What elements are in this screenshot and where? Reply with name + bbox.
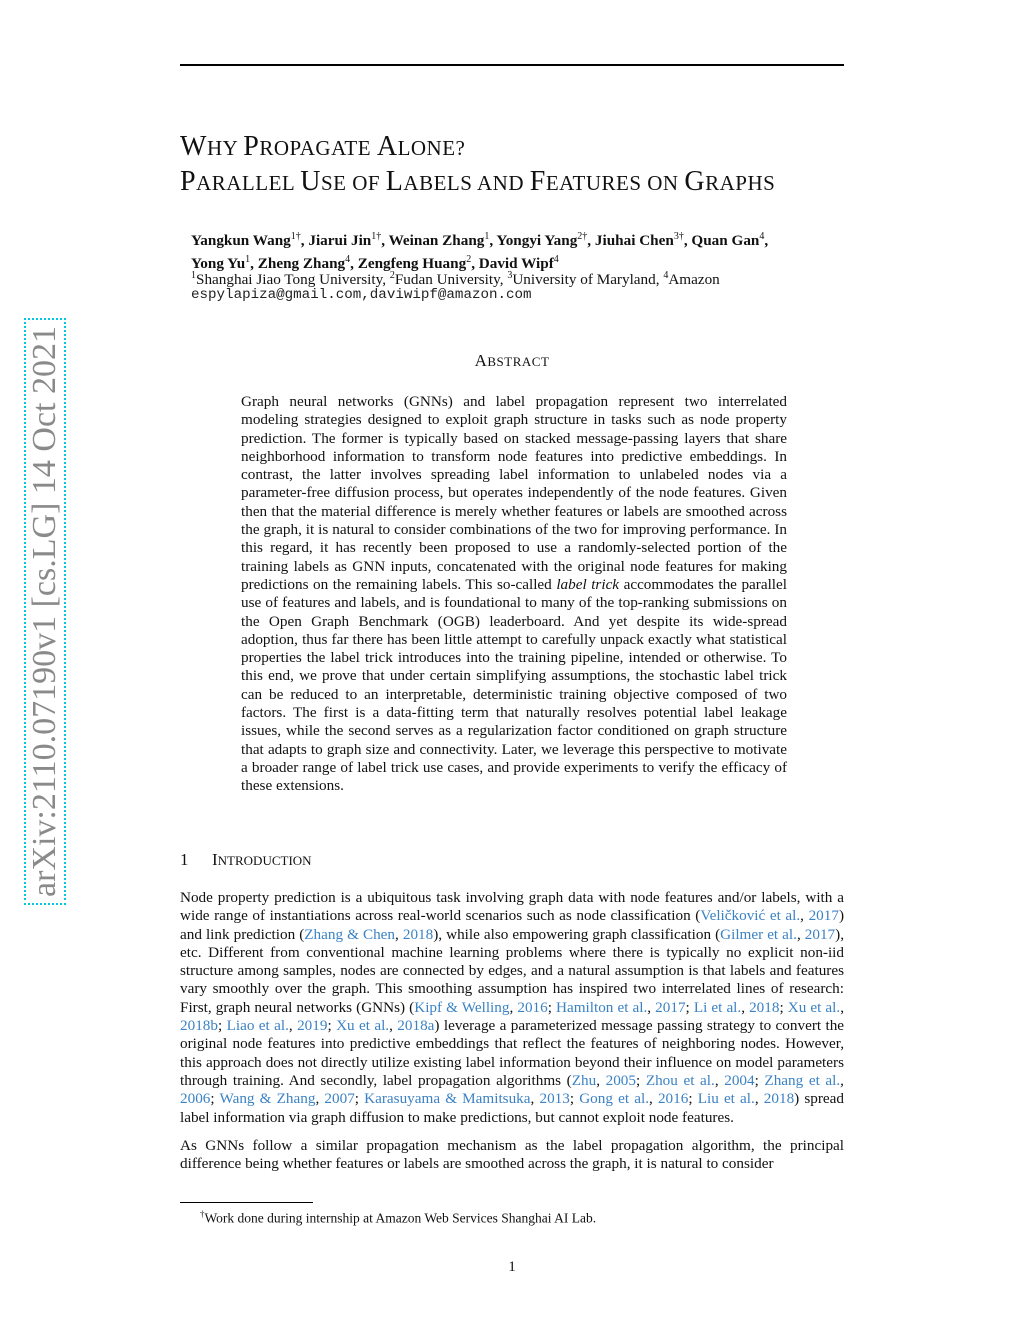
- citation-link[interactable]: Liu et al.: [697, 1090, 755, 1108]
- introduction-body: [180, 889, 844, 1183]
- author-affiliation-mark: 4: [553, 254, 559, 266]
- title-word-rest: SE OF: [320, 171, 386, 195]
- footnote-mark: †: [200, 1209, 205, 1219]
- citation-link[interactable]: 2018a: [397, 1017, 435, 1035]
- intro-text: ,: [754, 1090, 764, 1108]
- paper-title: [180, 130, 880, 200]
- author-name: Yong Yu: [191, 255, 246, 273]
- affiliation-name: Fudan University: [394, 271, 500, 289]
- title-word-initial: F: [529, 166, 546, 197]
- citation-link[interactable]: 2016: [657, 1090, 689, 1108]
- title-word-initial: G: [684, 166, 706, 197]
- intro-text: ), while also empowering graph classification (: [433, 925, 721, 943]
- title-word-initial: P: [180, 166, 197, 197]
- intro-text: ,: [741, 998, 750, 1016]
- section-heading-rest: NTRODUCTION: [217, 853, 312, 868]
- intro-text: ,: [596, 1071, 606, 1089]
- abstract-text-part-2: accommodates the parallel use of features and labels, and is foundational to many of the top-ranking submissions on the Open Graph Benchmark (OGB) leaderboard. And yet despite its wide-spread adoption, thus far there has been little attempt to carefully unpack exactly what statistical properties the label trick introduces into the training pipeline, intended or otherwise. To this end, we prove that under certain simplifying assumptions, the stochastic label trick can be reduced to an interpretable, deterministic training objective composed of two factors. The first is a data-fitting term that naturally resolves potential label leakage issues, while the second serves as a regularization factor conditioned on graph structure that adapts to graph size and connectivity. Later, we leverage this perspective to motivate a broader range of label trick use cases, and provide experiments to verify the efficacy of these extensions.: [241, 575, 787, 795]
- footnote: [200, 1209, 596, 1227]
- citation-link[interactable]: 2006: [180, 1090, 211, 1108]
- title-word-initial: L: [385, 166, 404, 197]
- affiliation-name: University of Maryland: [512, 271, 656, 289]
- title-word-initial: P: [243, 131, 260, 162]
- author-name: Quan Gan: [691, 232, 760, 250]
- page-number: 1: [508, 1258, 516, 1275]
- intro-paragraph-2: As GNNs follow a similar propagation mechanism as the label propagation algorithm, the principal difference being whether features or labels are smoothed across the graph, it is natural to consider: [180, 1136, 844, 1173]
- affiliation-mark: 4: [663, 270, 669, 281]
- intro-text: ;: [547, 998, 557, 1016]
- citation-link[interactable]: 2004: [724, 1071, 755, 1089]
- citation-link[interactable]: Li et al.: [693, 998, 742, 1016]
- affiliation-mark: 3: [507, 270, 513, 281]
- author-name: Yangkun Wang: [191, 232, 291, 250]
- citation-link[interactable]: Wang & Zhang: [219, 1090, 316, 1108]
- intro-text: ), etc. Different from conventional machine learning problems where there is typically no explicit non-iid structure among samples, nodes are connected by edges, and a natural assumption is that labels and features vary smoothly over the graph. This smoothing assumption has inspired two interrelated lines of research: First, graph neural networks (GNNs) (: [180, 925, 844, 1016]
- intro-text: ,: [389, 1017, 398, 1035]
- intro-text: ;: [779, 998, 788, 1016]
- author-name: Yongyi Yang: [496, 232, 578, 250]
- affiliation-mark: 1: [191, 270, 196, 281]
- title-word-rest: EATURES ON: [545, 171, 685, 195]
- title-word-rest: LONE?: [397, 136, 466, 160]
- author-separator: ,: [250, 255, 258, 273]
- affiliation-separator: ,: [382, 271, 390, 289]
- citation-link[interactable]: 2017: [808, 907, 839, 925]
- intro-text: ;: [569, 1090, 580, 1108]
- citation-link[interactable]: 2013: [539, 1090, 570, 1108]
- author-separator: ,: [471, 255, 479, 273]
- intro-text: ,: [647, 998, 656, 1016]
- intro-text: ) and link prediction (: [180, 907, 844, 943]
- top-rule: [180, 64, 844, 66]
- citation-link[interactable]: Zhou et al.: [645, 1071, 715, 1089]
- intro-text: ;: [354, 1090, 365, 1108]
- citation-link[interactable]: 2018: [763, 1090, 795, 1108]
- author-separator: ,: [764, 232, 769, 250]
- citation-link[interactable]: 2005: [605, 1071, 636, 1089]
- intro-paragraph-1: [180, 889, 844, 1127]
- author-row-1: [191, 227, 851, 250]
- author-affiliation-mark: 4: [345, 254, 351, 266]
- title-word-rest: RAPHS: [705, 171, 776, 195]
- abstract-heading-rest: BSTRACT: [487, 354, 550, 369]
- abstract-body: [241, 393, 787, 796]
- intro-text: ,: [800, 907, 809, 925]
- intro-text: ) leverage a parameterized message passing strategy to convert the original node features into predictive embeddings that reflect the features of neighboring nodes. However, this approach does not directly utilize existing label information beyond their influence on model parameters through training. And secondly, label propagation algorithms (: [180, 1017, 845, 1089]
- title-line-1: [180, 130, 880, 165]
- footnote-rule: [180, 1202, 313, 1203]
- author-name: Weinan Zhang: [388, 232, 485, 250]
- title-word-rest: ROPAGATE: [259, 136, 377, 160]
- intro-text: ,: [530, 1090, 540, 1108]
- citation-link[interactable]: 2018: [402, 925, 434, 943]
- intro-text: ) spread label information via graph diffusion to make predictions, but cannot exploit node features.: [180, 1090, 845, 1126]
- section-heading-introduction: [180, 850, 312, 870]
- intro-text: ;: [685, 998, 694, 1016]
- citation-link[interactable]: 2019: [297, 1017, 328, 1035]
- author-separator: ,: [587, 232, 595, 250]
- author-affiliation-mark: 1: [484, 231, 490, 242]
- author-affiliation-mark: 1: [245, 254, 251, 266]
- affiliation-mark: 2: [389, 270, 395, 281]
- intro-text: ,: [840, 1071, 844, 1089]
- author-affiliation-mark: 2: [466, 254, 472, 266]
- citation-link[interactable]: Karasuyama & Mamitsuka: [364, 1090, 531, 1108]
- author-name: David Wipf: [478, 255, 554, 273]
- citation-link[interactable]: Zhang & Chen: [304, 925, 396, 943]
- affiliation-name: Amazon: [668, 271, 720, 289]
- affiliation-name: Shanghai Jiao Tong University: [196, 271, 383, 289]
- intro-text: ,: [395, 925, 403, 943]
- citation-link[interactable]: 2017: [804, 925, 836, 943]
- intro-text: ;: [635, 1071, 646, 1089]
- affiliation-separator: ,: [655, 271, 664, 289]
- intro-text: ,: [840, 998, 844, 1016]
- citation-link[interactable]: 2007: [324, 1090, 355, 1108]
- title-word-rest: ARALLEL: [196, 171, 301, 195]
- citation-link[interactable]: Hamilton et al.: [556, 998, 648, 1016]
- intro-text: ,: [509, 998, 518, 1016]
- intro-text: ,: [714, 1071, 725, 1089]
- intro-text: ,: [649, 1090, 658, 1108]
- citation-link[interactable]: Liao et al.: [226, 1017, 289, 1035]
- title-word-initial: A: [376, 131, 398, 162]
- title-line-2: [180, 165, 880, 200]
- citation-link[interactable]: Xu et al.: [787, 998, 841, 1016]
- section-number: 1: [180, 850, 189, 869]
- author-affiliation-mark: 3†: [673, 231, 684, 242]
- author-separator: ,: [300, 232, 309, 250]
- title-word-initial: W: [180, 131, 207, 162]
- intro-text: Node property prediction is a ubiquitous task involving graph data with node features and/or labels, with a wide range of instantiations across real-world scenarios such as node classification (: [180, 889, 844, 925]
- citation-link[interactable]: 2017: [655, 998, 686, 1016]
- intro-text: ;: [217, 1017, 227, 1035]
- author-affiliation-mark: 2†: [577, 231, 588, 242]
- author-separator: ,: [489, 232, 497, 250]
- footnote-text: Work done during internship at Amazon Web Services Shanghai AI Lab.: [204, 1210, 597, 1226]
- intro-text: ,: [315, 1090, 325, 1108]
- citation-link[interactable]: 2016: [517, 998, 548, 1016]
- author-affiliation-mark: 1†: [290, 231, 301, 242]
- citation-link[interactable]: Xu et al.: [336, 1017, 390, 1035]
- abstract-heading-cap: A: [474, 351, 488, 370]
- intro-text: ;: [327, 1017, 337, 1035]
- abstract-text-part-1: Graph neural networks (GNNs) and label propagation represent two interrelated modeling strategies designed to exploit graph structure in tasks such as node property prediction. The former is typically based on stacked message-passing layers that share neighborhood information to transform node features into predictive embeddings. In contrast, the latter involves spreading label information to unlabeled nodes via a parameter-free diffusion process, but operates independently of the node features. Given then that the material difference is merely whether features or labels are smoothed across the graph, it is natural to consider combinations of the two for improving performance. In this regard, it has recently been proposed to use a randomly-selected portion of the training labels as GNN inputs, concatenated with the original node features for making predictions on the remaining labels. This so-called: [241, 393, 787, 593]
- affiliation-separator: ,: [499, 271, 508, 289]
- author-emails: espylapiza@gmail.com,daviwipf@amazon.com: [191, 287, 532, 303]
- citation-link[interactable]: 2018: [749, 998, 780, 1016]
- intro-text: ;: [210, 1090, 220, 1108]
- author-affiliation-mark: 1†: [371, 231, 382, 242]
- title-word-initial: U: [300, 166, 321, 197]
- author-name: Zheng Zhang: [257, 255, 346, 273]
- author-name: Zengfeng Huang: [357, 255, 467, 273]
- intro-text: ,: [288, 1017, 298, 1035]
- author-separator: ,: [381, 232, 389, 250]
- citation-link[interactable]: Gilmer et al.: [720, 925, 797, 943]
- citation-link[interactable]: Zhu: [571, 1071, 597, 1089]
- citation-link[interactable]: Gong et al.: [579, 1090, 649, 1108]
- title-word-rest: HY: [206, 136, 244, 160]
- title-word-rest: ABELS AND: [403, 171, 530, 195]
- author-affiliation-mark: 4: [759, 231, 765, 242]
- intro-text: ;: [754, 1071, 765, 1089]
- citation-link[interactable]: Zhang et al.: [764, 1071, 841, 1089]
- intro-text: ,: [796, 925, 805, 943]
- abstract-italic-term: label trick: [556, 575, 620, 593]
- arxiv-identifier[interactable]: arXiv:2110.07190v1 [cs.LG] 14 Oct 2021: [24, 318, 66, 905]
- author-name: Jiuhai Chen: [594, 232, 674, 250]
- citation-link[interactable]: Kipf & Welling: [414, 998, 510, 1016]
- author-separator: ,: [683, 232, 692, 250]
- author-name: Jiarui Jin: [308, 232, 372, 250]
- intro-text: ;: [688, 1090, 698, 1108]
- abstract-heading: [240, 351, 784, 371]
- section-heading-cap: I: [212, 850, 218, 869]
- citation-link[interactable]: Veličković et al.: [700, 907, 801, 925]
- author-separator: ,: [350, 255, 358, 273]
- citation-link[interactable]: 2018b: [180, 1017, 218, 1035]
